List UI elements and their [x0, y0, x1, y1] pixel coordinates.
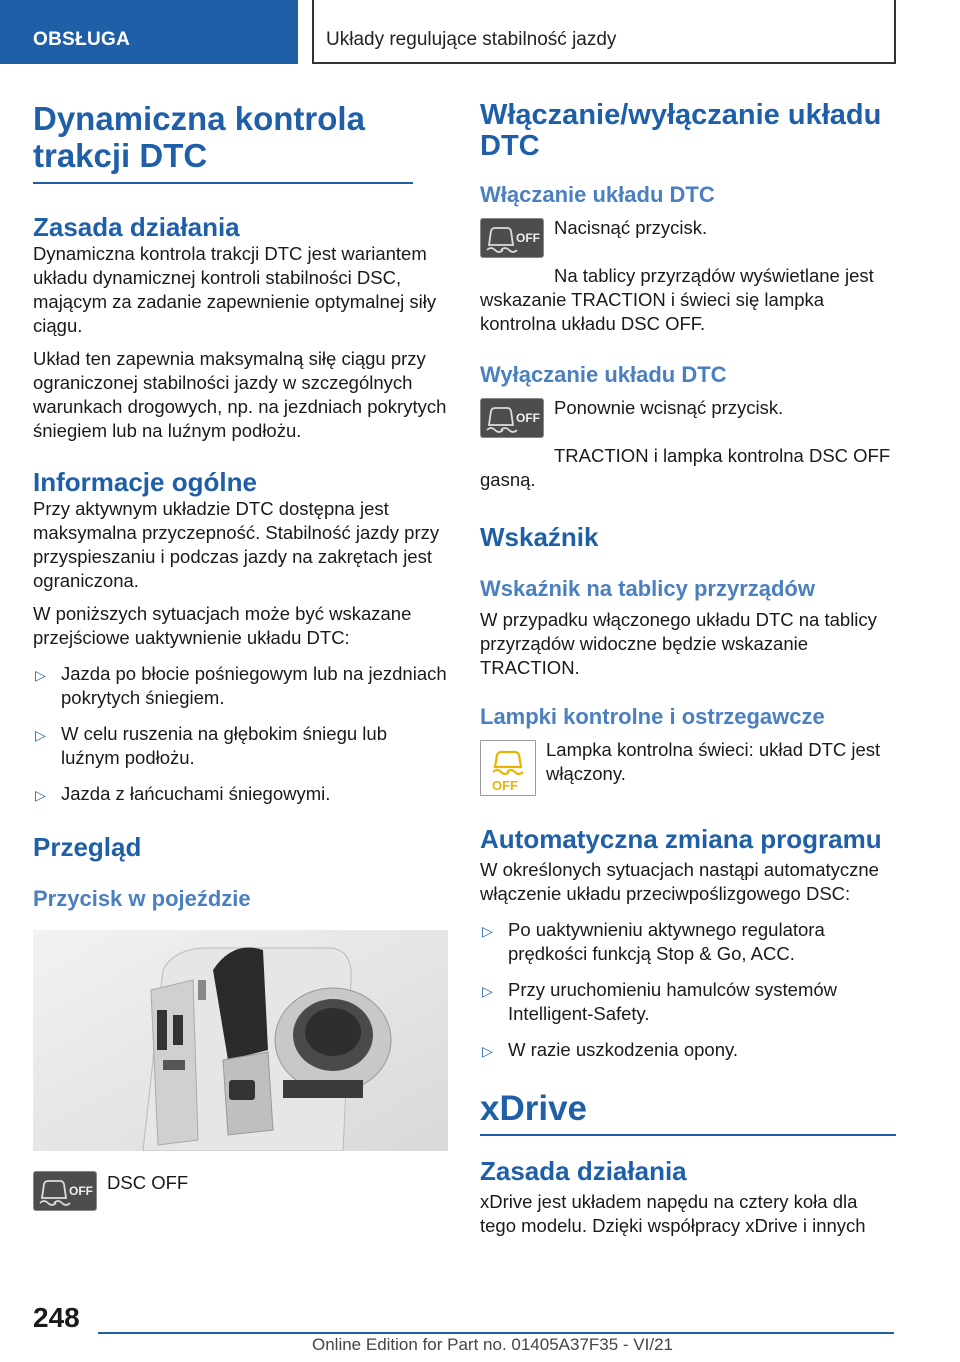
triangle-bullet-icon: ▷ [482, 983, 493, 999]
page-header [0, 0, 960, 64]
off-row [480, 396, 896, 444]
lamp-row [480, 738, 896, 800]
dsc-off-caption-row [33, 1169, 448, 1217]
svg-text:OFF: OFF [516, 231, 540, 245]
onoff-heading: Włączanie/wyłączanie układu DTC [480, 99, 882, 162]
lamps-p: Lampka kontrolna świeci: układ DTC jest włączony. [546, 739, 881, 784]
triangle-bullet-icon: ▷ [482, 1043, 493, 1059]
right-column [480, 100, 896, 1247]
off-heading: Wyłączanie układu DTC [480, 362, 727, 387]
triangle-bullet-icon: ▷ [35, 727, 46, 743]
list-item: ▷ W razie uszkodzenia opony. [480, 1038, 896, 1062]
xdrive-principle-heading: Zasada działania [480, 1156, 687, 1186]
page-footer [0, 1290, 960, 1362]
auto-p: W określonych sytuacjach nastąpi automatyczne włączenie układu przeciwpoślizgowego DSC: [480, 859, 879, 904]
on-p1: Nacisnąć przycisk. [554, 217, 708, 238]
off-p2: TRACTION i lampka kontrolna DSC OFF gasną. [480, 445, 891, 490]
edition-text: Online Edition for Part no. 01405A37F35 - VI/21 [312, 1335, 674, 1354]
svg-text:OFF: OFF [516, 411, 540, 425]
list-item: ▷ Po uaktywnieniu aktywnego regulatora prędkości funkcją Stop & Go, ACC. [482, 919, 825, 964]
button-in-vehicle-heading: Przycisk w pojeździe [33, 886, 251, 911]
dsc-off-caption: DSC OFF [107, 1172, 189, 1193]
lamps-heading: Lampki kontrolne i ostrzegawcze [480, 704, 825, 729]
principle-p1: Dynamiczna kontrola trakcji DTC jest wariantem układu dynamicznej kontroli stabilności DSC, mającym za zadanie zapewnienie optymalnej siły ciągu. [33, 243, 437, 336]
svg-text:OFF: OFF [492, 778, 518, 793]
indicator-heading: Wskaźnik [480, 522, 599, 552]
cluster-p: W przypadku włączonego układu DTC na tablicy przyrządów widoczne będzie wskazanie TRACTION. [480, 609, 877, 678]
triangle-bullet-icon: ▷ [482, 923, 493, 939]
cluster-heading: Wskaźnik na tablicy przyrządów [480, 576, 815, 601]
auto-heading: Automatyczna zmiana programu [480, 824, 882, 854]
triangle-bullet-icon: ▷ [35, 667, 46, 683]
list-item: ▷ Przy uruchomieniu hamulców systemów Intelligent-Safety. [482, 979, 838, 1024]
list-item: ▷ Jazda po błocie pośniegowym lub na jezdniach pokrytych śniegiem. [35, 663, 447, 708]
list-item: ▷ W celu ruszenia na głębokim śniegu lub luźnym podłożu. [35, 723, 387, 768]
general-p2: W poniższych sytuacjach może być wskazane przejściowe uaktywnienie układu DTC: [33, 603, 412, 648]
triangle-bullet-icon: ▷ [35, 787, 46, 803]
principle-heading: Zasada działania [33, 212, 240, 242]
footer-divider [98, 1332, 894, 1334]
list-item: ▷ Jazda z łańcuchami śniegowymi. [33, 782, 448, 806]
dtc-button-icon [480, 398, 544, 438]
auto-list [480, 918, 896, 1062]
dsc-off-button-icon [33, 1171, 97, 1211]
svg-text:OFF: OFF [69, 1184, 93, 1198]
principle-p2: Układ ten zapewnia maksymalną siłę ciągu przy ograniczonej stabilności jazdy w szczególnych warunkach drogowych, np. na jezdniach pokrytych śniegiem lub na luźnym podłożu. [33, 348, 447, 441]
overview-heading: Przegląd [33, 832, 142, 862]
general-list [33, 662, 448, 806]
chapter-title: Układy regulujące stabilność jazdy [312, 0, 896, 64]
on-row [480, 216, 896, 264]
dtc-title: Dynamiczna kontrola trakcji DTC [33, 100, 413, 184]
section-tab: OBSŁUGA [0, 0, 298, 64]
xdrive-title: xDrive [480, 1090, 896, 1136]
center-console-photo [33, 930, 448, 1151]
on-heading: Włączanie układu DTC [480, 182, 715, 207]
general-p1: Przy aktywnym układzie DTC dostępna jest maksymalna przyczepność. Stabilność jazdy przy przyspieszaniu i podczas jazdy na zakrętach jest ograniczona. [33, 498, 440, 591]
off-p1: Ponownie wcisnąć przycisk. [554, 397, 784, 418]
page-number: 248 [33, 1302, 80, 1333]
on-p2: Na tablicy przyrządów wyświetlane jest wskazanie TRACTION i świeci się lampka kontrolna układu DSC OFF. [480, 265, 874, 334]
left-column [33, 100, 448, 1217]
dsc-off-warning-lamp-icon [480, 740, 536, 796]
xdrive-p: xDrive jest układem napędu na cztery koła dla tego modelu. Dzięki współpracy xDrive i innych [480, 1191, 866, 1236]
general-heading: Informacje ogólne [33, 467, 257, 497]
dtc-button-icon [480, 218, 544, 258]
